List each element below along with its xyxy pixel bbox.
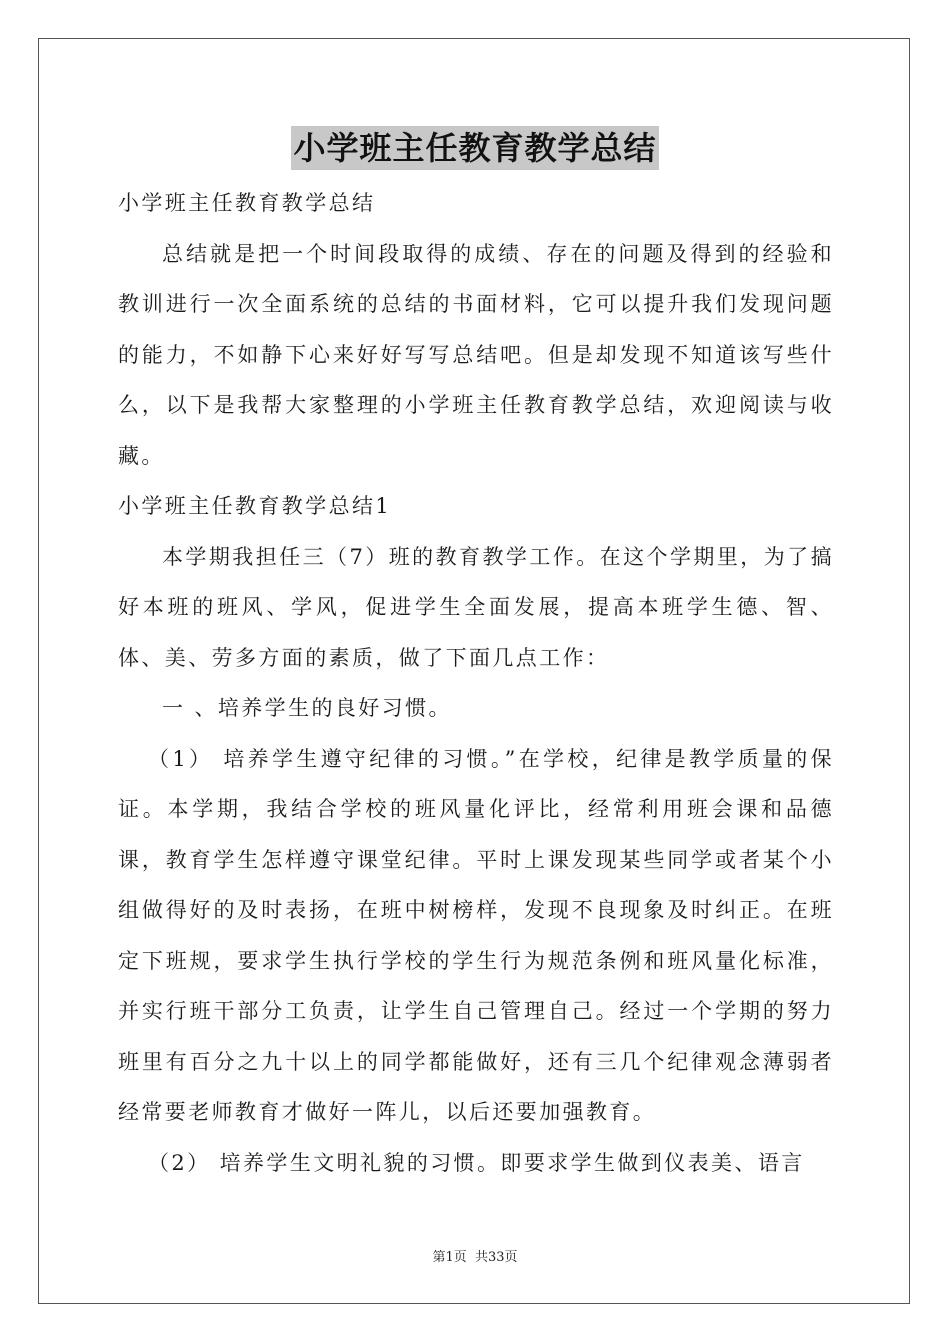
document-title: 小学班主任教育教学总结 [291, 126, 658, 170]
intro-paragraph: 总结就是把一个时间段取得的成绩、存在的问题及得到的经验和教训进行一次全面系统的总结的书面材料，它可以提升我们发现问题的能力，不如静下心来好好写写总结吧。但是却发现不知道该写些什么，以下是我帮大家整理的小学班主任教育教学总结，欢迎阅读与收藏。 [118, 241, 834, 468]
page-number: 第1页 [432, 1250, 467, 1265]
page-footer [0, 1246, 950, 1265]
title-container [0, 126, 950, 170]
subtitle-paragraph: 小学班主任教育教学总结 [118, 191, 376, 215]
page-total: 共33页 [474, 1250, 518, 1265]
list-item-1: （1） 培养学生遵守纪律的习惯。”在学校，纪律是教学质量的保证。本学期，我结合学校的班风量化评比，经常利用班会课和品德课，教育学生怎样遵守课堂纪律。平时上课发现某些同学或者某个小组做得好的及时表扬，在班中树榜样，发现不良现象及时纠正。在班定下班规，要求学生执行学校的学生行为规范条例和班风量化标准，并实行班干部分工负责，让学生自己管理自己。经过一个学期的努力班里有百分之九十以上的同学都能做好，还有三几个纪律观念薄弱者经常要老师教育才做好一阵儿，以后还要加强教育。 [118, 746, 834, 1124]
list-heading: 一 、培养学生的良好习惯。 [162, 696, 452, 720]
list-item-2: （2） 培养学生文明礼貌的习惯。即要求学生做到仪表美、语言 [148, 1150, 805, 1175]
document-body [118, 178, 834, 1188]
section-heading-1: 小学班主任教育教学总结1 [118, 494, 392, 518]
body-paragraph: 本学期我担任三（7）班的教育教学工作。在这个学期里，为了搞好本班的班风、学风，促进学生全面发展，提高本班学生德、智、体、美、劳多方面的素质，做了下面几点工作： [118, 544, 834, 670]
